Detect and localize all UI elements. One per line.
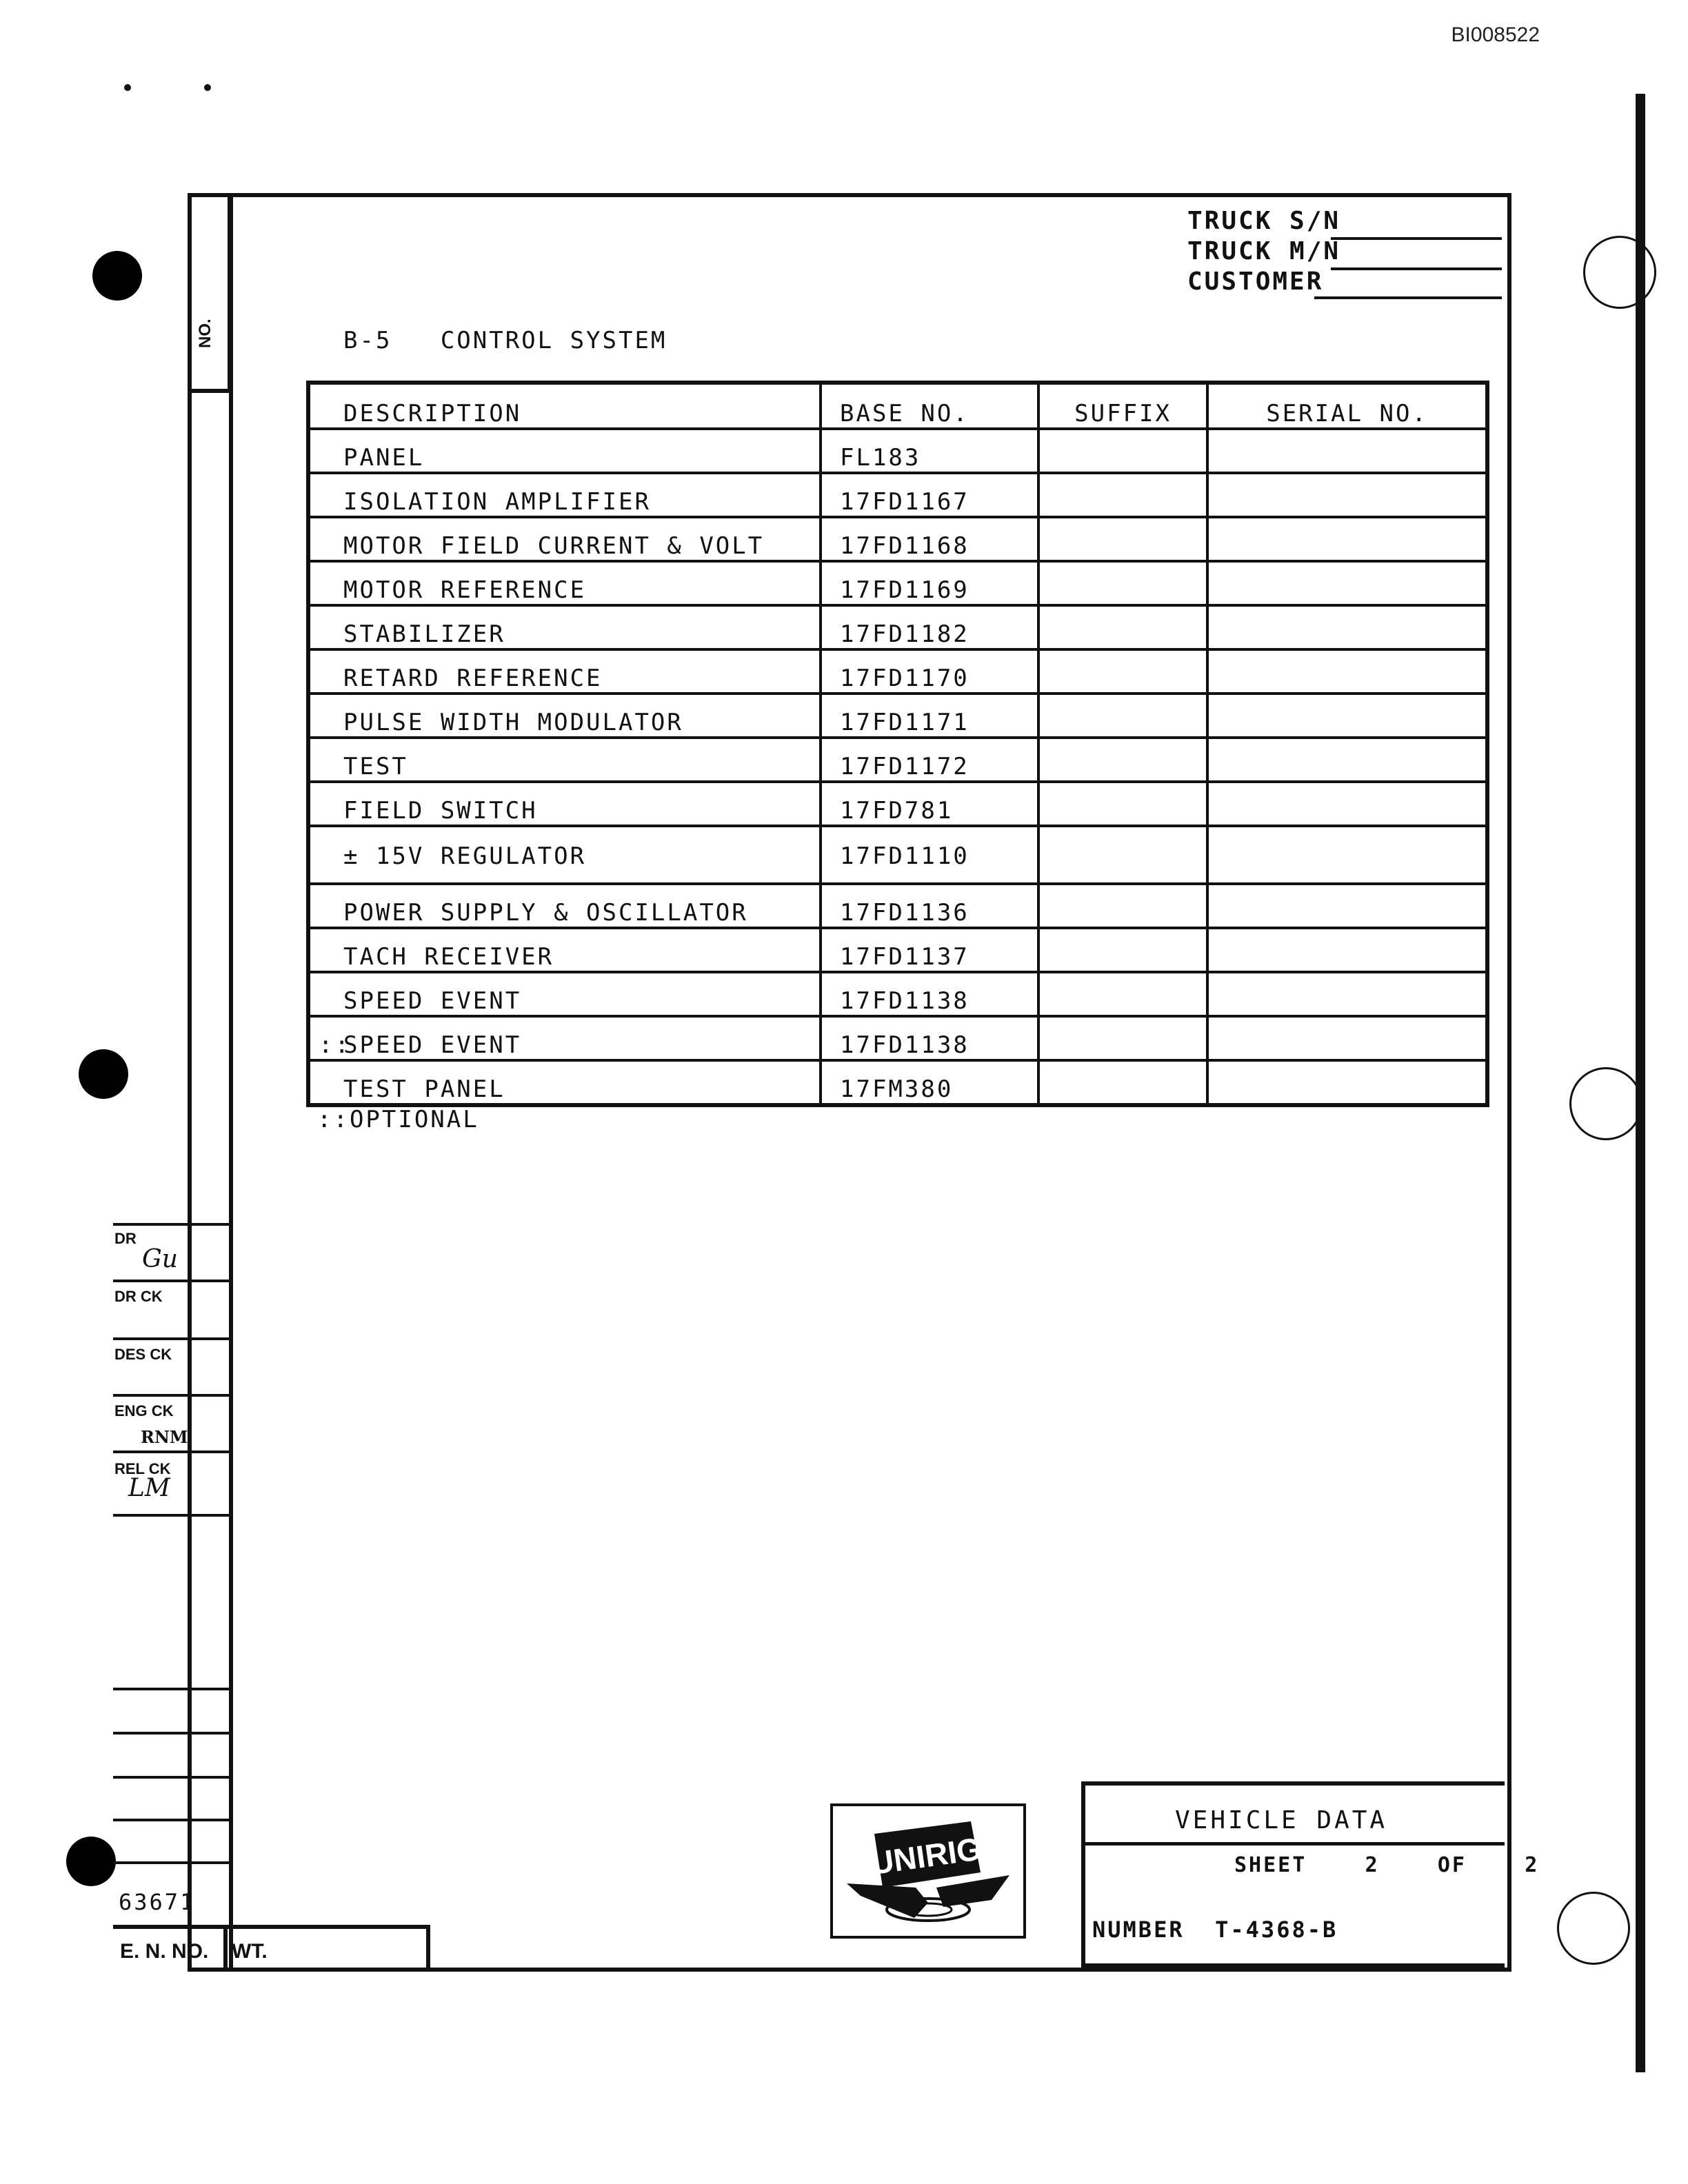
binder-hole [1583,236,1656,309]
row-suffix [1038,972,1207,1016]
stamp-initial: LM [128,1474,170,1502]
stamp-initial: RNM [141,1427,188,1447]
stamp-initial: Gu [142,1245,178,1273]
truck-mn-line [1331,267,1502,270]
truck-sn-label: TRUCK S/N [1187,207,1341,235]
row-base-no: 17FD1171 [821,694,1038,738]
stamp-divider [113,1514,232,1517]
row-base-no: 17FD1137 [821,928,1038,972]
row-description: ± 15V REGULATOR [343,842,587,870]
row-suffix [1038,928,1207,972]
wt-label: WT. [232,1940,268,1963]
table-row [308,429,1487,473]
stamp-divider [113,1776,232,1779]
number-strip-label: NO. [196,318,214,348]
row-serial [1207,826,1487,884]
truck-mn-value [1331,267,1332,270]
row-base-no: 17FD1169 [821,561,1038,605]
frame-margin-line [229,193,233,1972]
number-label: NUMBER [1092,1917,1185,1943]
row-suffix [1038,1016,1207,1060]
table-row [308,694,1487,738]
stamp-divider [113,1732,232,1735]
sheet-value: 2 [1365,1853,1380,1877]
stamp-divider [113,1337,232,1340]
unirig-logo-graphic [833,1806,1023,1936]
stamp-label-dr: DR [114,1230,137,1247]
sheet-label: SHEET [1234,1853,1307,1877]
section-title: B-5 CONTROL SYSTEM [343,327,667,354]
stamp-divider [113,1861,232,1864]
row-description: STABILIZER [343,620,505,648]
row-base-no: 17FD1182 [821,605,1038,649]
customer-line [1314,296,1502,299]
row-base-no: 17FD1138 [821,972,1038,1016]
table-header-row [308,383,1487,429]
stamp-label-eng-ck: ENG CK [114,1402,174,1419]
stamp-divider [113,1688,232,1690]
table-row [308,1016,1487,1060]
table-row [308,884,1487,928]
scan-speck [204,84,211,91]
binder-hole [1569,1067,1642,1140]
col-serial-no: SERIAL NO. [1207,383,1487,429]
customer-value [1314,296,1315,299]
row-mark: :: [319,1031,351,1059]
stamp-label-des-ck: DES CK [114,1346,172,1363]
row-serial [1207,1060,1487,1105]
scan-speck [124,84,131,91]
of-label: OF [1437,1853,1467,1877]
stamp-divider [113,1394,232,1397]
row-base-no: 17FD1172 [821,738,1038,782]
row-serial [1207,429,1487,473]
table-row [308,605,1487,649]
row-suffix [1038,473,1207,517]
row-base-no: 17FM380 [821,1060,1038,1105]
row-serial [1207,782,1487,826]
row-suffix [1038,738,1207,782]
row-description: TACH RECEIVER [343,943,554,971]
unirig-logo [830,1803,1026,1939]
row-description: RETARD REFERENCE [343,665,603,692]
of-value: 2 [1525,1853,1540,1877]
binder-hole [1557,1892,1630,1965]
stamp-divider [113,1450,232,1453]
truck-mn-label: TRUCK M/N [1187,237,1341,265]
row-serial [1207,694,1487,738]
table-row [308,972,1487,1016]
col-suffix: SUFFIX [1038,383,1207,429]
parts-table [306,381,1489,1107]
table-row [308,928,1487,972]
punch-hole [92,251,142,301]
col-base-no: BASE NO. [821,383,1038,429]
stamp-divider [113,1280,232,1282]
punch-hole [79,1049,128,1099]
row-suffix [1038,517,1207,561]
row-description: MOTOR REFERENCE [343,576,587,604]
row-description: ISOLATION AMPLIFIER [343,488,651,516]
row-serial [1207,649,1487,694]
title-block-divider [1081,1842,1505,1846]
table-row [308,1060,1487,1105]
row-description: SPEED EVENT [343,987,522,1015]
row-serial [1207,473,1487,517]
logo-text: UNIRIG [868,1830,984,1882]
row-base-no: 17FD781 [821,782,1038,826]
title-block-title: VEHICLE DATA [1175,1806,1388,1834]
row-description: PANEL [343,444,425,472]
row-base-no: 17FD1167 [821,473,1038,517]
truck-sn-line [1331,237,1502,240]
row-serial [1207,561,1487,605]
table-row [308,738,1487,782]
row-serial [1207,884,1487,928]
row-suffix [1038,694,1207,738]
engineering-number: 63671 [119,1889,196,1915]
row-description: MOTOR FIELD CURRENT & VOLT [343,532,765,560]
stamp-divider [113,1819,232,1821]
row-description: TEST [343,753,408,780]
row-serial [1207,1016,1487,1060]
row-serial [1207,738,1487,782]
row-serial [1207,517,1487,561]
row-suffix [1038,826,1207,884]
row-suffix [1038,884,1207,928]
en-no-label: E. N. NO. [120,1940,209,1963]
row-suffix [1038,1060,1207,1105]
row-base-no: FL183 [821,429,1038,473]
row-description: TEST PANEL [343,1075,505,1103]
number-strip [188,193,232,393]
row-serial [1207,928,1487,972]
row-base-no: 17FD1168 [821,517,1038,561]
number-value: T-4368-B [1215,1917,1338,1943]
row-base-no: 17FD1136 [821,884,1038,928]
punch-hole [66,1837,116,1886]
row-base-no: 17FD1110 [821,826,1038,884]
row-suffix [1038,605,1207,649]
optional-footnote: ::OPTIONAL [317,1106,479,1133]
table-row [308,782,1487,826]
stamp-divider [113,1223,232,1226]
sheet-indicator [1234,1853,1539,1877]
customer-label: CUSTOMER [1187,267,1324,296]
stamp-label-dr-ck: DR CK [114,1288,163,1305]
row-suffix [1038,782,1207,826]
table-row [308,561,1487,605]
row-description: PULSE WIDTH MODULATOR [343,709,683,736]
row-suffix [1038,429,1207,473]
row-serial [1207,605,1487,649]
table-row [308,649,1487,694]
table-row [308,826,1487,884]
bates-number: BI008522 [1451,23,1540,46]
row-base-no: 17FD1138 [821,1016,1038,1060]
row-suffix [1038,561,1207,605]
col-description: DESCRIPTION [308,383,821,429]
row-description: POWER SUPPLY & OSCILLATOR [343,899,748,927]
row-serial [1207,972,1487,1016]
page-edge-shadow [1636,94,1645,2072]
row-description: FIELD SWITCH [343,797,538,825]
row-suffix [1038,649,1207,694]
stamp-label-rel-ck: REL CK [114,1460,171,1477]
drawing-number [1092,1917,1338,1943]
table-row [308,517,1487,561]
table-row [308,473,1487,517]
row-description: SPEED EVENT [343,1031,522,1059]
row-base-no: 17FD1170 [821,649,1038,694]
